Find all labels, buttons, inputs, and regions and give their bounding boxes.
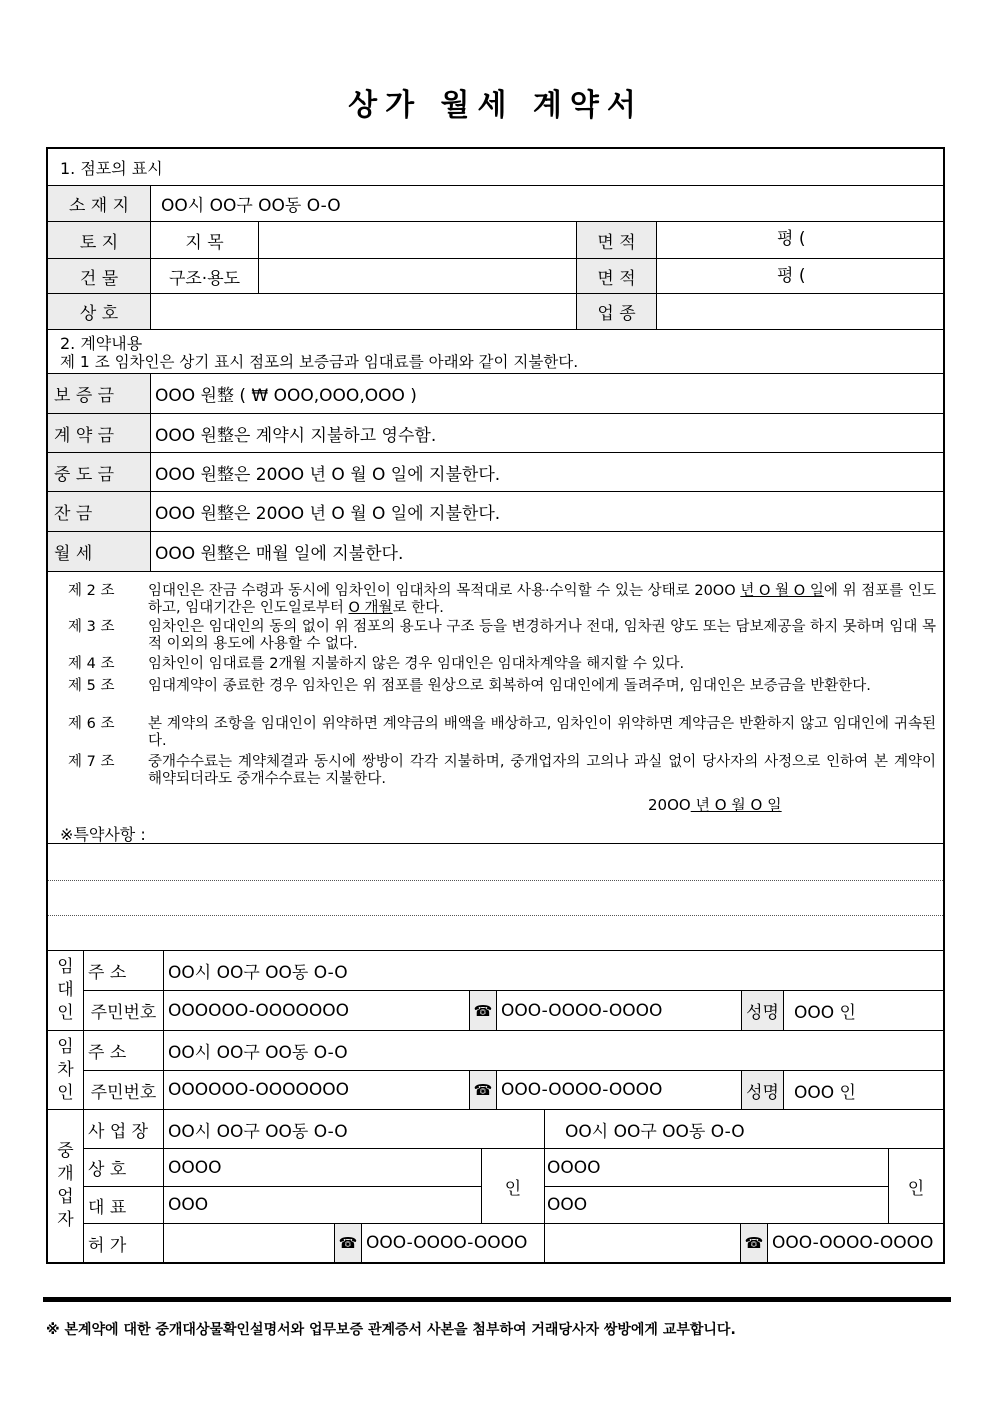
lessor-side-label: 임 대 인 xyxy=(48,951,84,1031)
article-number: 제 6 조 xyxy=(68,716,115,732)
deposit-row xyxy=(48,374,943,414)
article-number: 제 5 조 xyxy=(68,678,115,694)
down-payment-value[interactable]: OOO 원整은 계약시 지불하고 영수함. xyxy=(155,425,437,446)
interim-payment-row xyxy=(48,453,943,492)
interim-payment-value[interactable]: OOO 원整은 20OO 년 O 월 O 일에 지불한다. xyxy=(155,464,501,485)
agent-seal-1[interactable]: 인 xyxy=(482,1149,545,1224)
lessor-id-value[interactable]: OOOOOO-OOOOOOO xyxy=(164,991,470,1030)
trade-name-label: 상 호 xyxy=(48,294,151,329)
down-payment-row xyxy=(48,414,943,453)
trade-name-row xyxy=(48,294,943,330)
trade-name-field[interactable] xyxy=(151,294,577,329)
article-text: 임대계약이 종료한 경우 임차인은 위 점포를 원상으로 회복하여 임대인에게 돌려주며, 임대인은 보증금을 반환한다. xyxy=(148,678,871,694)
phone-icon: ☎ xyxy=(470,991,497,1030)
section2-heading-row xyxy=(48,330,943,374)
agent-office-value-2[interactable]: OO시 OO구 OO동 O-O xyxy=(565,1121,745,1142)
lessor-name-label: 성명 xyxy=(742,991,784,1030)
lessor-name-value[interactable]: OOO 인 xyxy=(794,1003,856,1023)
article-6 xyxy=(66,716,936,750)
article-5 xyxy=(66,678,936,695)
balance-row xyxy=(48,492,943,532)
lessee-address-row xyxy=(84,1031,943,1071)
agent-phone-1[interactable]: OOO-OOOO-OOOO xyxy=(362,1224,545,1262)
lessee-address-value[interactable]: OO시 OO구 OO동 O-O xyxy=(168,1043,348,1063)
agent-license-row xyxy=(84,1224,943,1262)
agent-license-field-1[interactable] xyxy=(164,1224,335,1262)
monthly-rent-row xyxy=(48,532,943,572)
agent-representative-label: 대 표 xyxy=(88,1197,127,1218)
lessor-address-value[interactable]: OO시 OO구 OO동 O-O xyxy=(168,963,348,983)
lessee-side-label: 임 차 인 xyxy=(48,1031,84,1110)
phone-icon: ☎ xyxy=(335,1224,362,1262)
article-7 xyxy=(66,754,936,788)
footer-note: ※ 본계약에 대한 중개대상물확인설명서와 업무보증 관계증서 사본을 첨부하여 거래당사자 쌍방에게 교부합니다. xyxy=(46,1322,736,1338)
lessor-address-row xyxy=(84,951,943,991)
land-label: 토 지 xyxy=(48,222,151,258)
balance-value[interactable]: OOO 원整은 20OO 년 O 월 O 일에 지불한다. xyxy=(155,504,501,524)
contract-date: 20OO 년 O 월 O 일 xyxy=(648,796,782,814)
land-area-field[interactable]: 평 ( xyxy=(777,229,806,249)
lessee-id-row xyxy=(84,1071,943,1110)
building-area-label: 면 적 xyxy=(577,259,657,293)
section2-heading: 2. 계약내용 xyxy=(60,334,143,353)
building-row xyxy=(48,259,943,294)
lessee-name-label: 성명 xyxy=(742,1071,784,1109)
agent-trade-name-label: 상 호 xyxy=(88,1160,127,1180)
agent-seal-2[interactable]: 인 xyxy=(889,1149,943,1224)
down-payment-label: 계 약 금 xyxy=(54,425,115,446)
section1-heading: 1. 점포의 표시 xyxy=(60,158,163,178)
agent-license-label: 허 가 xyxy=(88,1235,127,1256)
bottom-divider xyxy=(43,1297,951,1302)
phone-icon: ☎ xyxy=(741,1224,768,1262)
agent-office-value-1[interactable]: OO시 OO구 OO동 O-O xyxy=(164,1110,545,1148)
agent-representative-2[interactable]: OOO xyxy=(545,1187,889,1223)
building-structure-field[interactable] xyxy=(259,259,577,293)
location-value[interactable]: OO시 OO구 OO동 O-O xyxy=(161,196,341,216)
special-terms-label: ※특약사항 : xyxy=(60,825,146,844)
agent-office-label: 사 업 장 xyxy=(88,1121,149,1142)
document-title: 상가 월세 계약서 xyxy=(348,88,644,123)
phone-icon: ☎ xyxy=(470,1071,497,1109)
article-number: 제 7 조 xyxy=(68,754,115,770)
article-4 xyxy=(66,656,936,673)
business-type-label: 업 종 xyxy=(577,294,657,329)
lessor-address-label: 주 소 xyxy=(88,963,127,983)
lessee-id-value[interactable]: OOOOOO-OOOOOOO xyxy=(164,1071,470,1109)
lessee-address-label: 주 소 xyxy=(88,1043,127,1063)
agent-office-row xyxy=(84,1110,943,1149)
article-text: 본 계약의 조항을 임대인이 위약하면 계약금의 배액을 배상하고, 임차인이 위약하면 계약금은 반환하지 않고 임대인에 귀속된다. xyxy=(148,716,936,749)
agent-phone-2[interactable]: OOO-OOOO-OOOO xyxy=(772,1233,934,1253)
agent-side-label: 중 개 업 자 xyxy=(48,1110,84,1262)
article-2: 제 2 조 임대인은 잔금 수령과 동시에 임차인이 임대차의 목적대로 사용·수익할 수 있는 상태로 20OO 년 O 월 O 일에 위 점포를 인도하고, 임대기간은 인도일로부터 O 개월로 한다. xyxy=(68,583,936,616)
articles-block xyxy=(48,572,943,844)
land-category-field[interactable] xyxy=(259,222,577,258)
article-number: 제 2 조 xyxy=(68,583,115,599)
building-area-field[interactable]: 평 ( xyxy=(777,266,806,286)
article-number: 제 3 조 xyxy=(68,619,115,635)
land-row xyxy=(48,222,943,259)
article-3 xyxy=(66,619,936,653)
deposit-value[interactable]: OOO 원整 ( ₩ OOO,OOO,OOO ) xyxy=(155,386,417,406)
lessor-id-row xyxy=(84,991,943,1031)
article-text: 임차인이 임대료를 2개월 지불하지 않은 경우 임대인은 임대차계약을 해지할 수 있다. xyxy=(148,656,685,672)
land-area-label: 면 적 xyxy=(577,222,657,258)
building-label: 건 물 xyxy=(48,259,151,293)
lessee-id-label: 주민번호 xyxy=(84,1071,164,1109)
article-text: 임차인은 임대인의 동의 없이 위 점포의 용도나 구조 등을 변경하거나 전대, 임차권 양도 또는 담보제공을 하지 못하며 임대 목적 이외의 용도에 사용할 수 없다. xyxy=(148,619,936,652)
special-terms-line[interactable] xyxy=(48,915,943,951)
lessee-phone-value[interactable]: OOO-OOOO-OOOO xyxy=(497,1071,742,1109)
location-label: 소 재 지 xyxy=(48,186,151,221)
agent-trade-name-1[interactable]: OOOO xyxy=(164,1149,482,1186)
balance-label: 잔 금 xyxy=(54,504,93,524)
land-sub-label: 지 목 xyxy=(151,222,259,258)
location-row xyxy=(48,186,943,222)
monthly-rent-value[interactable]: OOO 원整은 매월 일에 지불한다. xyxy=(155,544,404,564)
building-sub-label: 구조·용도 xyxy=(151,259,259,293)
lessor-id-label: 주민번호 xyxy=(84,991,164,1030)
lessor-phone-value[interactable]: OOO-OOOO-OOOO xyxy=(497,991,742,1030)
article-1: 제 1 조 임차인은 상기 표시 점포의 보증금과 임대료를 아래와 같이 지불한다. xyxy=(60,353,579,371)
article-number: 제 4 조 xyxy=(68,656,115,672)
business-type-field[interactable] xyxy=(657,294,943,329)
lessee-name-value[interactable]: OOO 인 xyxy=(794,1082,856,1103)
deposit-label: 보 증 금 xyxy=(54,386,115,406)
agent-trade-name-2[interactable]: OOOO xyxy=(545,1149,889,1186)
section1-heading-row xyxy=(48,149,943,186)
article-text: 중개수수료는 계약체결과 동시에 쌍방이 각각 지불하며, 중개업자의 고의나 과실 없이 당사자의 사정으로 인하여 본 계약이 해약되더라도 중개수수료는 지불한다. xyxy=(148,754,936,787)
monthly-rent-label: 월 세 xyxy=(54,544,93,564)
contract-form xyxy=(46,147,945,1264)
interim-payment-label: 중 도 금 xyxy=(54,464,115,485)
agent-license-field-2[interactable] xyxy=(545,1224,741,1262)
special-terms-line[interactable] xyxy=(48,880,943,881)
agent-representative-1[interactable]: OOO xyxy=(164,1187,482,1223)
